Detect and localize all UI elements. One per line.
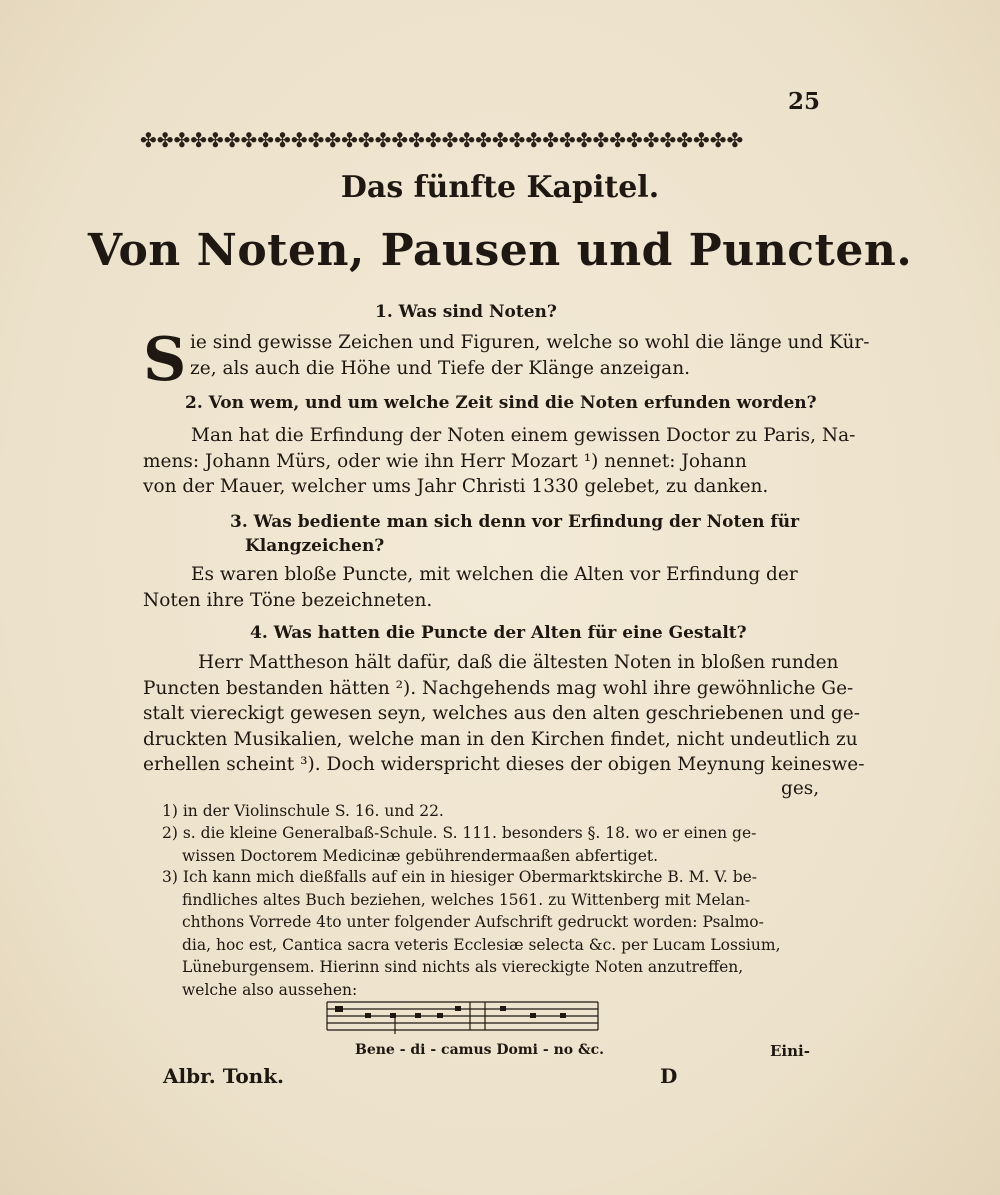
footnote-line: chthons Vorrede 4to unter folgender Aufschrift gedruckt worden: Psalmo- xyxy=(182,913,764,931)
answer-3-line: Es waren bloße Puncte, mit welchen die Alten vor Erfindung der xyxy=(191,564,798,585)
answer-4-line: druckten Musikalien, welche man in den Kirchen findet, nicht undeutlich zu xyxy=(143,728,858,750)
signature-mark: D xyxy=(660,1064,678,1088)
question-2: 2. Von wem, und um welche Zeit sind die Noten erfunden worden? xyxy=(185,393,817,413)
page-number: 25 xyxy=(788,88,821,115)
footnote-3 xyxy=(162,866,781,1001)
footnote-line: dia, hoc est, Cantica sacra veteris Ecclesiæ selecta &c. per Lucam Lossium, xyxy=(182,935,781,954)
footnote-line: 3) Ich kann mich dießfalls auf ein in hiesiger Obermarktskirche B. M. V. be- xyxy=(162,868,758,886)
question-4: 4. Was hatten die Puncte der Alten für eine Gestalt? xyxy=(250,623,747,643)
footnote-line: findliches altes Buch beziehen, welches 1561. zu Wittenberg mit Melan- xyxy=(182,890,751,909)
answer-4-end: ges, xyxy=(781,778,820,799)
answer-4-line: stalt viereckigt gewesen seyn, welches aus den alten geschriebenen und ge- xyxy=(143,703,860,724)
answer-2-line: Man hat die Erfindung der Noten einem gewissen Doctor zu Paris, Na- xyxy=(191,425,856,446)
question-3 xyxy=(230,510,799,558)
answer-4-line: erhellen scheint ³). Doch widerspricht dieses der obigen Meynung keineswe- xyxy=(143,754,865,775)
answer-4-line: Puncten bestanden hätten ²). Nachgehends mag wohl ihre gewöhnliche Ge- xyxy=(143,677,854,699)
answer-3 xyxy=(143,562,798,613)
question-3-line: Klangzeichen? xyxy=(245,536,385,556)
answer-2-line: von der Mauer, welcher ums Jahr Christi 1330 gelebet, zu danken. xyxy=(143,476,769,497)
answer-3-line: Noten ihre Töne bezeichneten. xyxy=(143,589,433,611)
music-lyrics: Bene - di - camus Domi - no &c. xyxy=(355,1042,604,1058)
drop-cap: S xyxy=(143,325,187,395)
answer-4-line: Herr Mattheson hält dafür, daß die ältesten Noten in bloßen runden xyxy=(198,652,839,673)
answer-1-line: ze, als auch die Höhe und Tiefe der Klänge anzeigan. xyxy=(190,357,691,379)
music-staff-illustration xyxy=(325,998,600,1034)
footnote-line: welche also aussehen: xyxy=(182,980,358,999)
footnote-1 xyxy=(162,800,444,823)
footnote-line: Lüneburgensem. Hierinn sind nichts als viereckigte Noten anzutreffen, xyxy=(182,958,744,976)
footnote-line: wissen Doctorem Medicinæ gebührendermaaßen abfertiget. xyxy=(182,846,659,865)
ornament-rule: ✤✤✤✤✤✤✤✤✤✤✤✤✤✤✤✤✤✤✤✤✤✤✤✤✤✤✤✤✤✤✤✤✤✤✤✤ xyxy=(140,128,744,152)
answer-1 xyxy=(190,330,870,381)
answer-2-line: mens: Johann Mürs, oder wie ihn Herr Mozart ¹) nennet: Johann xyxy=(143,450,747,472)
footnote-line: 1) in der Violinschule S. 16. und 22. xyxy=(162,802,444,820)
question-3-line: 3. Was bediente man sich denn vor Erfindung der Noten für xyxy=(230,512,800,532)
question-1: 1. Was sind Noten? xyxy=(375,302,557,322)
footnote-2 xyxy=(162,822,756,867)
answer-2 xyxy=(143,423,855,500)
page-title: Von Noten, Pausen und Puncten. xyxy=(87,225,913,276)
answer-4 xyxy=(143,650,865,778)
catchword: Eini- xyxy=(770,1042,810,1060)
signature-left: Albr. Tonk. xyxy=(163,1064,285,1088)
chapter-heading: Das fünfte Kapitel. xyxy=(340,170,660,205)
answer-1-line: ie sind gewisse Zeichen und Figuren, welche so wohl die länge und Kür- xyxy=(190,332,870,353)
footnote-line: 2) s. die kleine Generalbaß-Schule. S. 111. besonders §. 18. wo er einen ge- xyxy=(162,824,757,842)
